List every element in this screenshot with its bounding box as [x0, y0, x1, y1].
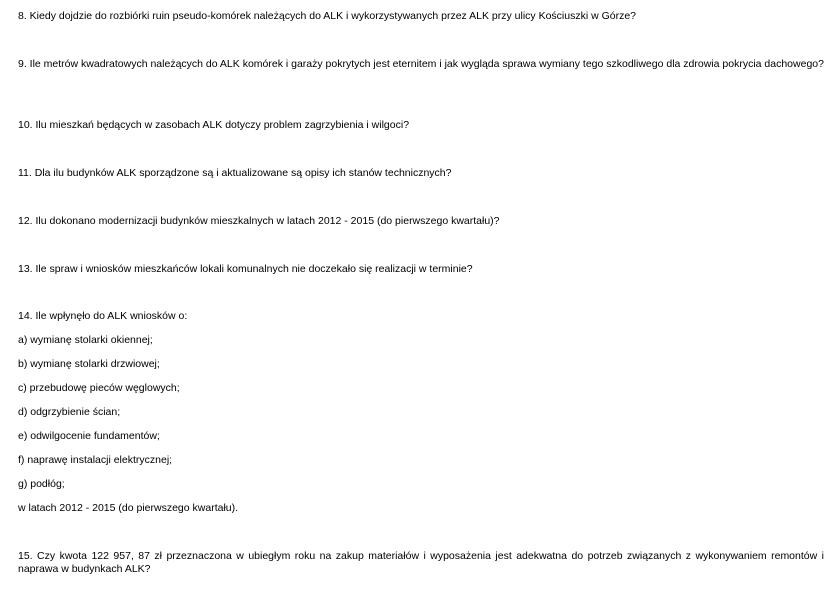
question-13: 13. Ile spraw i wniosków mieszkańców lokali komunalnych nie doczekało się realizacji w terminie? — [18, 263, 473, 275]
question-12: 12. Ilu dokonano modernizacji budynków mieszkalnych w latach 2012 - 2015 (do pierwszego kwartału)? — [18, 215, 500, 227]
question-14-item-a: a) wymianę stolarki okiennej; — [18, 334, 153, 346]
question-9: 9. Ile metrów kwadratowych należących do ALK komórek i garaży pokrytych jest eternitem i jak wygląda sprawa wymiany tego szkodliwego dla zdrowia pokrycia dachowego? — [18, 58, 824, 70]
question-10: 10. Ilu mieszkań będących w zasobach ALK dotyczy problem zagrzybienia i wilgoci? — [18, 119, 410, 131]
question-14-item-g: g) podłóg; — [18, 478, 65, 490]
question-14-item-f: f) naprawę instalacji elektrycznej; — [18, 454, 173, 466]
question-14-item-b: b) wymianę stolarki drzwiowej; — [18, 358, 160, 370]
question-11: 11. Dla ilu budynków ALK sporządzone są i aktualizowane są opisy ich stanów technicznych? — [18, 167, 452, 179]
question-14-item-e: e) odwilgocenie fundamentów; — [18, 430, 160, 442]
question-8: 8. Kiedy dojdzie do rozbiórki ruin pseudo-komórek należących do ALK i wykorzystywanych przez ALK przy ulicy Kościuszki w Górze? — [18, 10, 637, 22]
question-14-item-c: c) przebudowę pieców węglowych; — [18, 382, 180, 394]
question-14-period: w latach 2012 - 2015 (do pierwszego kwartału). — [18, 502, 239, 514]
question-14-intro: 14. Ile wpłynęło do ALK wniosków o: — [18, 310, 188, 322]
question-15: 15. Czy kwota 122 957, 87 zł przeznaczona w ubiegłym roku na zakup materiałów i wyposażenia jest adekwatna do potrzeb związanych z wykonywaniem remontów i naprawa w budynkach ALK? — [18, 550, 824, 575]
question-14-item-d: d) odgrzybienie ścian; — [18, 406, 121, 418]
